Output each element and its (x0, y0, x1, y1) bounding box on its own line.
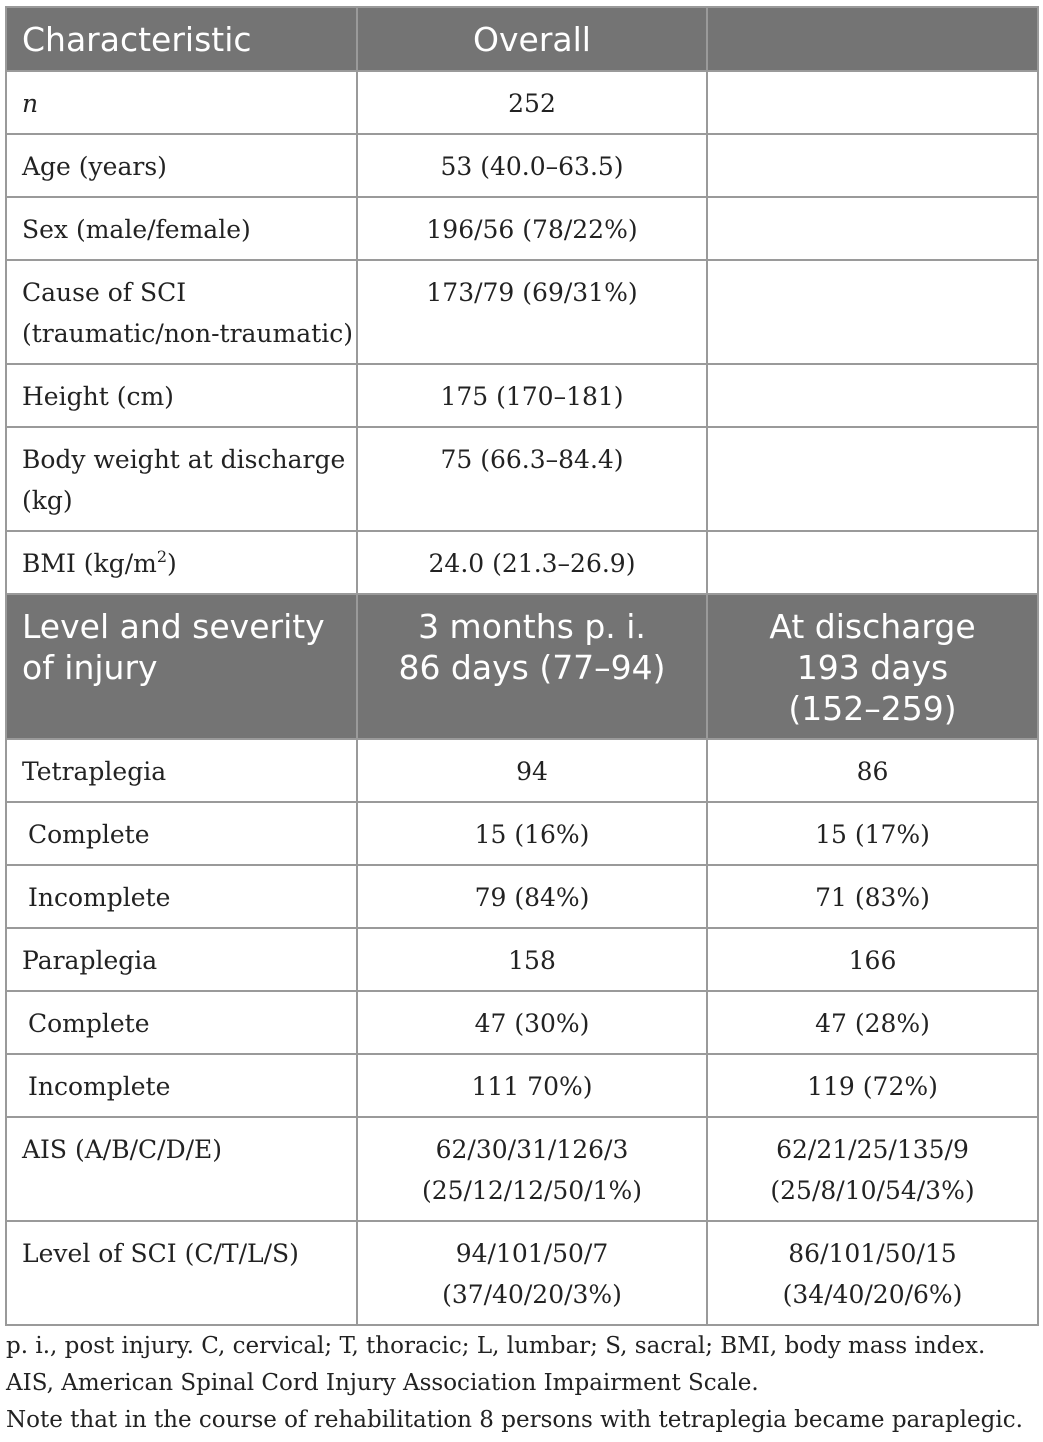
table-row (6, 928, 1038, 991)
header-line: 86 days (77–94) (398, 648, 666, 687)
row-label-line1: Body weight at discharge (22, 445, 346, 474)
row-value-3m (357, 1117, 707, 1221)
header-3-months (357, 594, 707, 739)
row-value-discharge (707, 1117, 1038, 1221)
row-value: 252 (357, 71, 707, 134)
row-value-3m: 79 (84%) (357, 865, 707, 928)
bmi-label-sup: 2 (156, 547, 168, 566)
header-line: At discharge (769, 607, 976, 646)
table-row (6, 427, 1038, 531)
row-empty (707, 364, 1038, 427)
row-label-line2: (kg) (22, 486, 73, 515)
row-value-discharge (707, 1221, 1038, 1325)
header-line: 193 days (796, 648, 949, 687)
table-row (6, 1054, 1038, 1117)
table-row (6, 531, 1038, 594)
row-label: Tetraplegia (6, 739, 357, 802)
row-value: 24.0 (21.3–26.9) (357, 531, 707, 594)
footnote-line: p. i., post injury. C, cervical; T, thoracic; L, lumbar; S, sacral; BMI, body mass index. (6, 1333, 986, 1359)
row-value-3m: 47 (30%) (357, 991, 707, 1054)
row-value-3m (357, 1221, 707, 1325)
row-value: 173/79 (69/31%) (357, 260, 707, 364)
row-label: Complete (6, 991, 357, 1054)
row-value: 75 (66.3–84.4) (357, 427, 707, 531)
bmi-label-pre: BMI (kg/m (22, 549, 157, 578)
row-value-discharge: 71 (83%) (707, 865, 1038, 928)
row-value-3m: 158 (357, 928, 707, 991)
row-label: n (6, 71, 357, 134)
row-label: AIS (A/B/C/D/E) (6, 1117, 357, 1221)
table-row (6, 802, 1038, 865)
table-row (6, 1117, 1038, 1221)
row-empty (707, 134, 1038, 197)
table-row (6, 197, 1038, 260)
row-label-line2: (traumatic/non-traumatic) (22, 319, 353, 348)
value-line2: (25/8/10/54/3%) (770, 1176, 975, 1205)
row-value-discharge: 47 (28%) (707, 991, 1038, 1054)
table-row (6, 739, 1038, 802)
row-empty (707, 531, 1038, 594)
table-row (6, 71, 1038, 134)
bmi-label-post: ) (167, 549, 177, 578)
header-at-discharge (707, 594, 1038, 739)
row-empty (707, 71, 1038, 134)
row-label (6, 531, 357, 594)
row-label-line1: Cause of SCI (22, 278, 187, 307)
value-line1: 86/101/50/15 (788, 1239, 957, 1268)
row-label (6, 427, 357, 531)
table-subheader-row (6, 594, 1038, 739)
value-line1: 62/21/25/135/9 (776, 1135, 969, 1164)
table-row (6, 991, 1038, 1054)
row-empty (707, 260, 1038, 364)
row-value: 175 (170–181) (357, 364, 707, 427)
value-line1: 94/101/50/7 (455, 1239, 609, 1268)
table-footnotes (6, 1328, 1036, 1439)
row-value-3m: 15 (16%) (357, 802, 707, 865)
value-line2: (37/40/20/3%) (442, 1280, 622, 1309)
row-empty (707, 427, 1038, 531)
table-row (6, 134, 1038, 197)
row-value-3m: 94 (357, 739, 707, 802)
row-value: 196/56 (78/22%) (357, 197, 707, 260)
row-label: Age (years) (6, 134, 357, 197)
row-label: Level of SCI (C/T/L/S) (6, 1221, 357, 1325)
table-row (6, 364, 1038, 427)
table-header-row (6, 7, 1038, 71)
row-value-discharge: 166 (707, 928, 1038, 991)
table-row (6, 1221, 1038, 1325)
table-row (6, 260, 1038, 364)
header-line: 3 months p. i. (418, 607, 646, 646)
header-empty (707, 7, 1038, 71)
characteristics-table (5, 6, 1039, 1326)
row-value: 53 (40.0–63.5) (357, 134, 707, 197)
value-line1: 62/30/31/126/3 (435, 1135, 629, 1164)
row-value-discharge: 15 (17%) (707, 802, 1038, 865)
row-value-3m: 111 70%) (357, 1054, 707, 1117)
row-label: Sex (male/female) (6, 197, 357, 260)
row-label: Incomplete (6, 1054, 357, 1117)
value-line2: (34/40/20/6%) (782, 1280, 963, 1309)
row-value-discharge: 119 (72%) (707, 1054, 1038, 1117)
header-line: Level and severity (22, 607, 325, 646)
footnote-line: AIS, American Spinal Cord Injury Association Impairment Scale. (6, 1370, 759, 1396)
header-line: (152–259) (788, 689, 957, 728)
header-level-severity (6, 594, 357, 739)
header-line: of injury (22, 648, 158, 687)
row-label: Height (cm) (6, 364, 357, 427)
row-label (6, 260, 357, 364)
row-empty (707, 197, 1038, 260)
row-label: Incomplete (6, 865, 357, 928)
row-value-discharge: 86 (707, 739, 1038, 802)
value-line2: (25/12/12/50/1%) (421, 1176, 643, 1205)
footnote-line: Note that in the course of rehabilitation 8 persons with tetraplegia became paraplegic. (6, 1407, 1023, 1433)
table-row (6, 865, 1038, 928)
header-overall: Overall (357, 7, 707, 71)
header-characteristic: Characteristic (6, 7, 357, 71)
row-label: Paraplegia (6, 928, 357, 991)
row-label: Complete (6, 802, 357, 865)
